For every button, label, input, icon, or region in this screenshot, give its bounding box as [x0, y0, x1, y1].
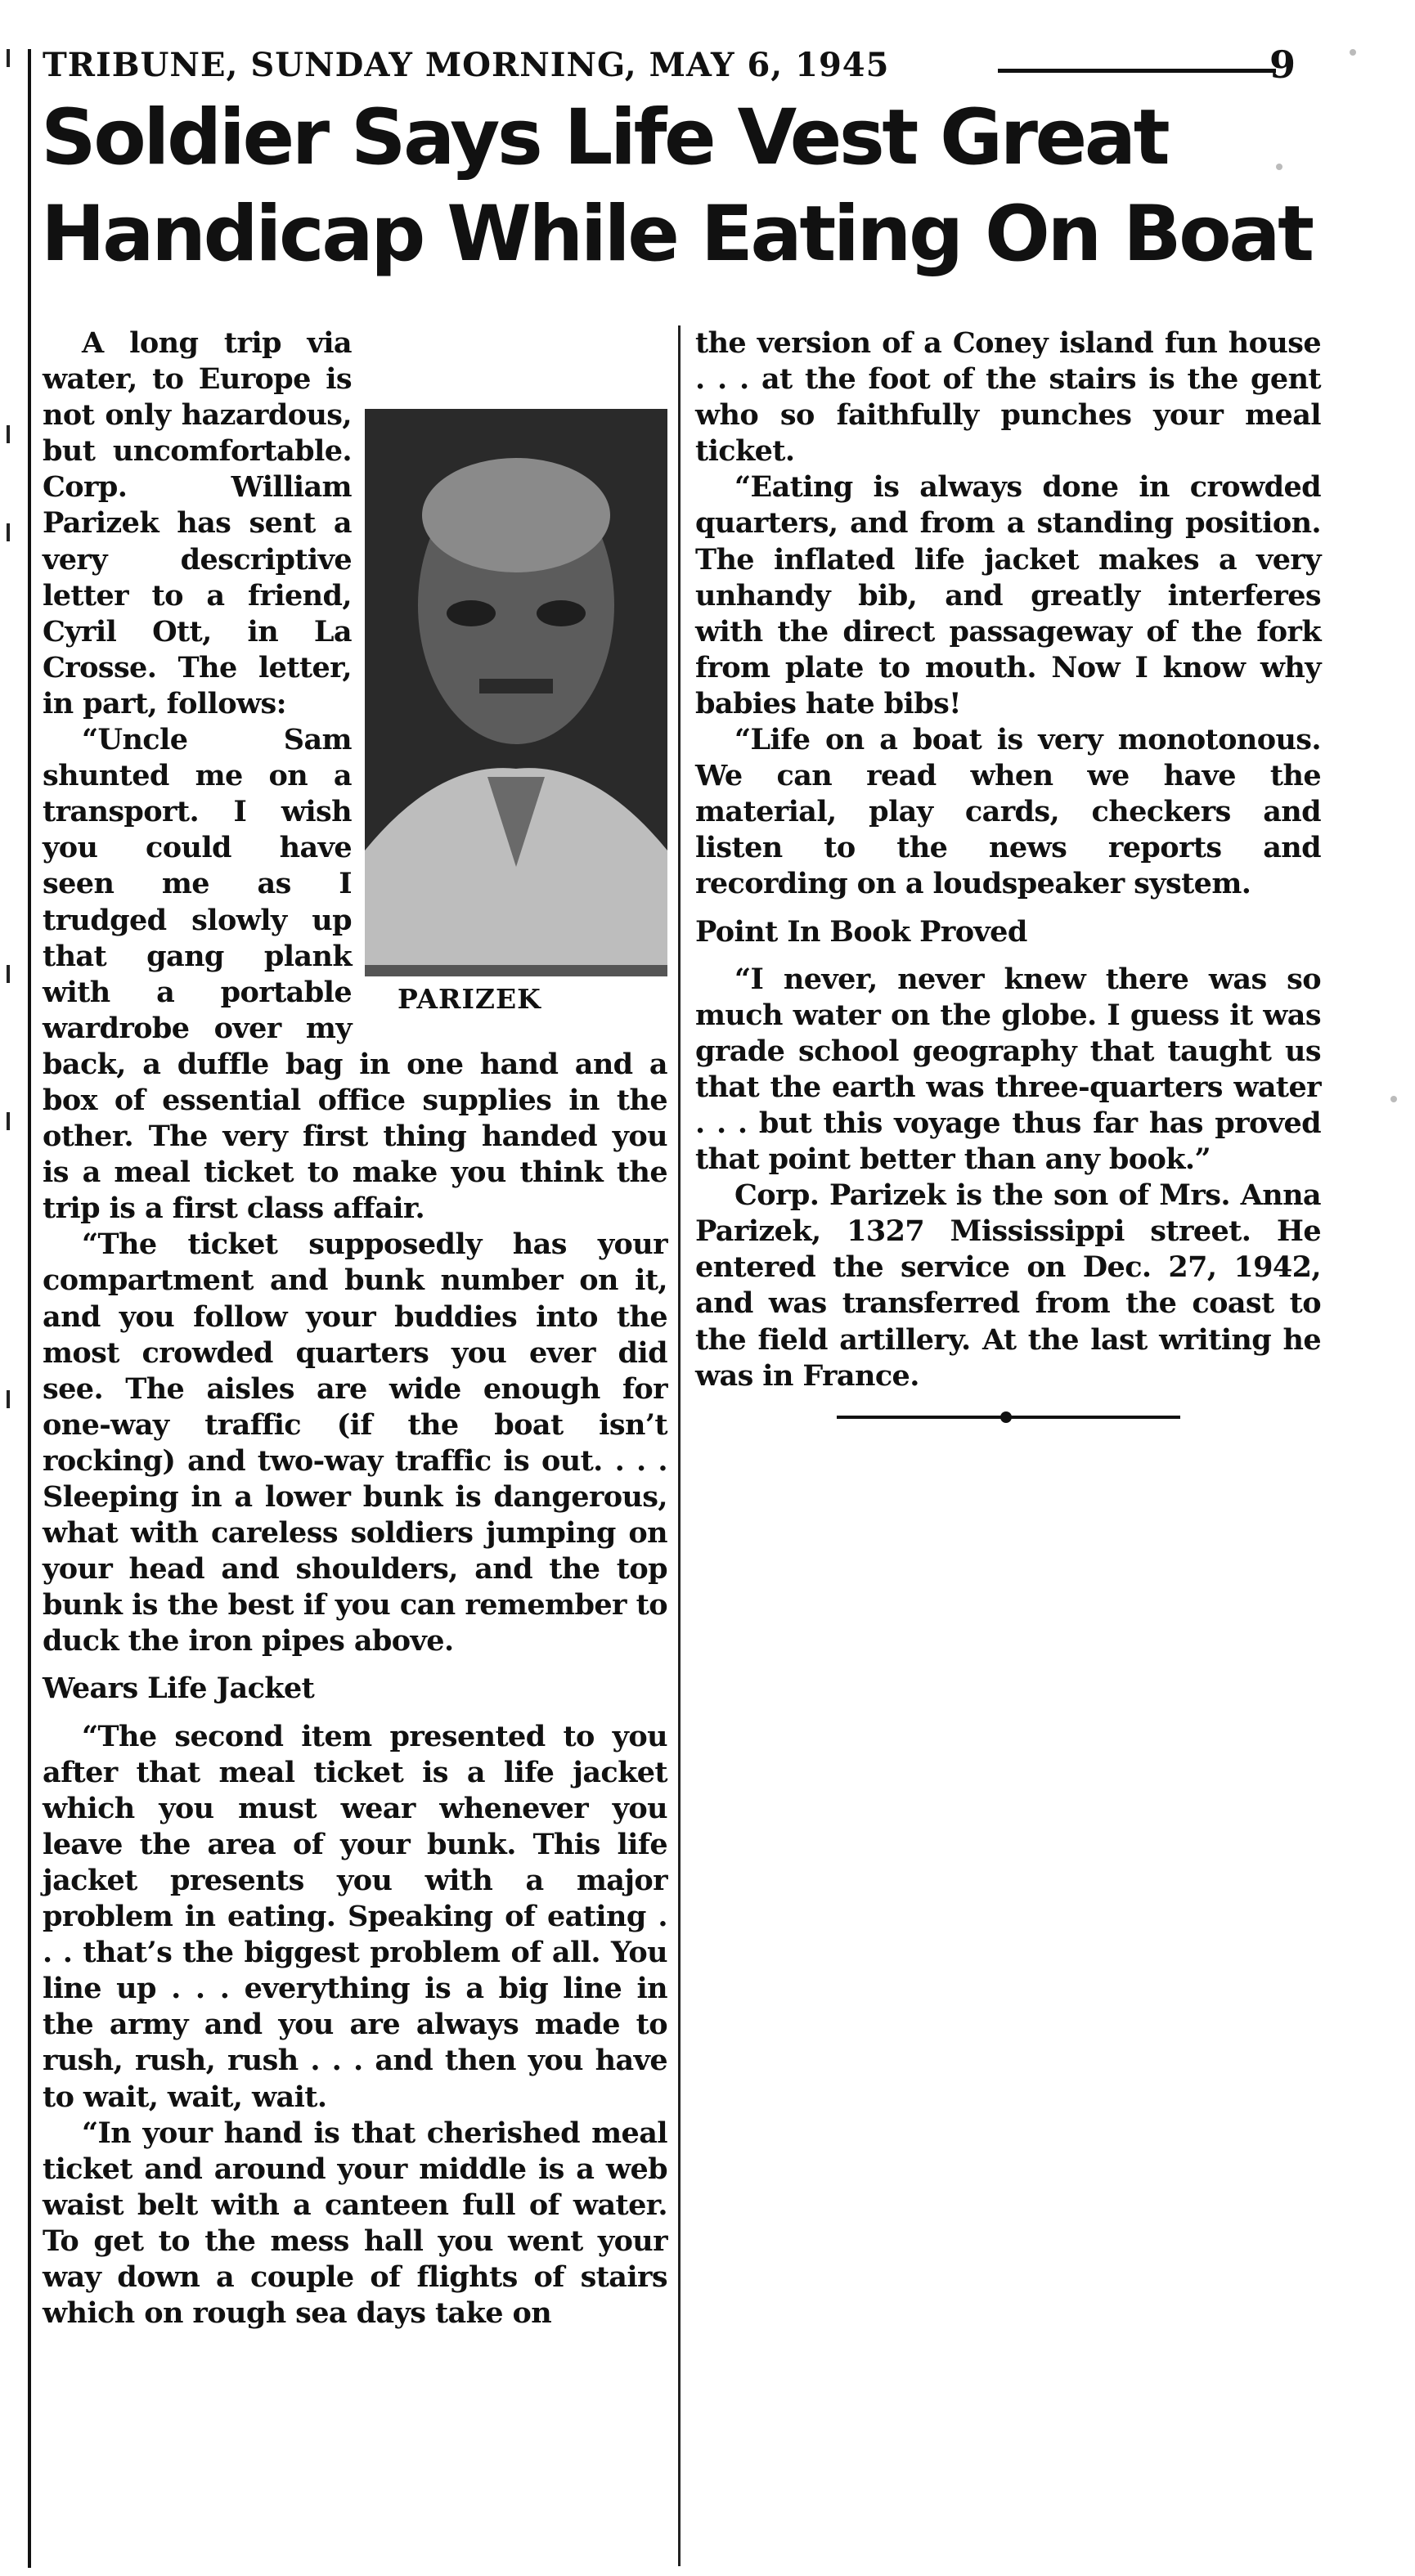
page-edge-rule — [28, 49, 31, 2568]
page-edge-mark — [7, 523, 10, 541]
headline-line-1: Soldier Says Life Vest Great — [41, 93, 1168, 182]
page-edge-mark — [7, 49, 10, 67]
page-edge-mark — [7, 965, 10, 983]
print-speck — [1350, 49, 1356, 56]
article-paragraph: “Eating is always done in crowded quarters, and from a standing position. The inflated life jacket makes a very unhandy bib, and greatly interferes with the direct passageway of the fork from plate to mouth. Now I know why babies hate bibs! — [695, 470, 1321, 720]
portrait-photo-box — [365, 409, 667, 1022]
article-paragraph: “I never, never knew there was so much water on the globe. I guess it was grade school geography that taught us that the earth was three-quarters water . . . but this voyage thus far has proved that point better than any book.” — [695, 962, 1321, 1177]
article-paragraph: “Uncle Sam shunted me on a transport. I wish you could have seen me as I trudged slowly up that gang plank with a portable wardrobe over my back, a duffle bag in one hand and a box of essential office supplies in the other. The very first thing handed you is a meal ticket to make you think the trip is a first class affair. — [43, 723, 667, 1226]
article-paragraph: Corp. Parizek is the son of Mrs. Anna Parizek, 1327 Mississippi street. He entered the service on Dec. 27, 1942, and was transferred from the coast to the field artillery. At the last writing he was in France. — [695, 1178, 1321, 1393]
photo-caption: PARIZEK — [398, 983, 541, 1015]
subhead-point-in-book-proved: Point In Book Proved — [695, 914, 1027, 949]
article-paragraph: “Life on a boat is very monotonous. We can read when we have the material, play cards, checkers and listen to the news reports and recording on a loudspeaker system. — [695, 723, 1321, 901]
article-column-right — [695, 325, 1321, 1552]
page-edge-mark — [7, 1390, 10, 1408]
article-paragraph: “The ticket supposedly has your compartment and bunk number on it, and you follow your buddies into the most crowded quarters you ever did see. The aisles are wide enough for one-way traffic (if the boat isn’t rocking) and two-way traffic is out. . . . Sleeping in a lower bunk is dangerous, what with careless soldiers jumping on your head and shoulders, and the top bunk is the best if you can remember to duck the iron pipes above. — [43, 1227, 667, 1658]
article-end-rule — [837, 1416, 1180, 1419]
article-paragraph: “In your hand is that cherished meal ticket and around your middle is a web waist belt with a canteen full of water. To get to the mess hall you went your way down a couple of flights of stairs which on rough sea days take on — [43, 2116, 667, 2331]
print-speck — [1276, 164, 1282, 170]
headline — [41, 90, 1341, 283]
page-edge-mark — [7, 425, 10, 443]
folio-rule — [998, 69, 1276, 73]
folio-text: TRIBUNE, SUNDAY MORNING, MAY 6, 1945 — [43, 46, 890, 84]
page-number: 9 — [1269, 43, 1296, 87]
column-divider — [678, 325, 681, 2566]
headline-line-2: Handicap While Eating On Boat — [41, 190, 1312, 279]
subhead-wears-life-jacket: Wears Life Jacket — [43, 1672, 315, 1706]
print-speck — [1390, 1096, 1397, 1102]
photo-cutline-rule — [365, 965, 667, 976]
portrait-photo — [365, 409, 667, 965]
article-paragraph: the version of a Coney island fun house . . . at the foot of the stairs is the gent who so faithfully punches your meal ticket. — [695, 326, 1321, 469]
article-paragraph: A long trip via water, to Europe is not only hazardous, but uncomfortable. Corp. William Parizek has sent a very descriptive letter to a friend, Cyril Ott, in La Crosse. The letter, in part, follows: — [43, 326, 352, 720]
page-edge-mark — [7, 1112, 10, 1130]
folio-line — [43, 43, 1302, 95]
article-paragraph: “The second item presented to you after that meal ticket is a life jacket which you must wear whenever you leave the area of your bunk. This life jacket presents you with a major problem in eating. Speaking of eating . . . that’s the biggest problem of all. You line up . . . everything is a big line in the army and you are always made to rush, rush, rush . . . and then you have to wait, wait, wait. — [43, 1719, 667, 2114]
article-column-left — [43, 325, 667, 2566]
portrait-silhouette-icon — [365, 409, 667, 965]
